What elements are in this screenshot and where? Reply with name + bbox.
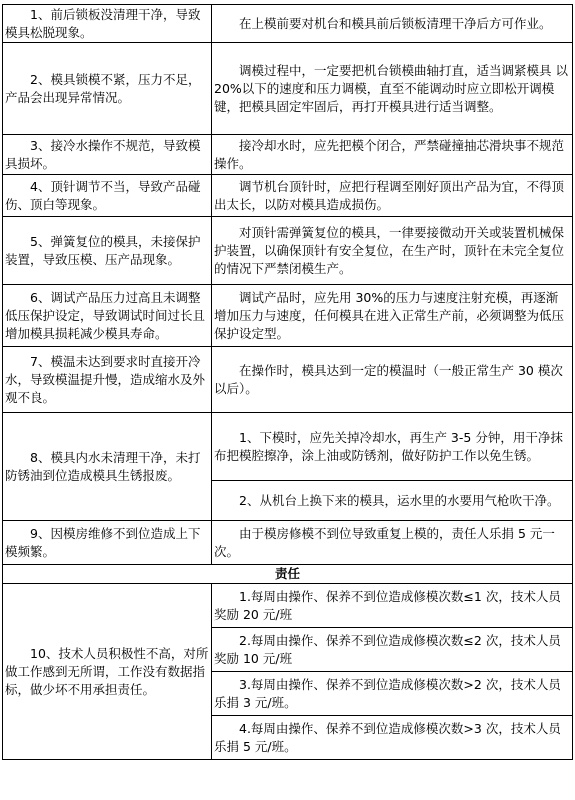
measure-cell: 由于模房修模不到位导致重复上模的，责任人乐捐 5 元一次。: [212, 521, 573, 565]
table-row: [3, 347, 573, 413]
problem-cell: 4、顶针调节不当，导致产品碰伤、顶白等现象。: [3, 175, 212, 217]
table-row: [3, 5, 573, 43]
table-row: [3, 285, 573, 347]
problem-cell: 9、因模房维修不到位造成上下模频繁。: [3, 521, 212, 565]
measure-cell: 1、下模时，应先关掉冷却水，再生产 3-5 分钟，用干净抹布把模腔擦净，涂上油或防锈剂，做好防护工作以免生锈。: [212, 413, 573, 481]
problem-cell: 6、调试产品压力过高且未调整低压保护设定，导致调试时间过长且增加模具损耗减少模具寿命。: [3, 285, 212, 347]
measure-cell: 在操作时，模具达到一定的模温时（一般正常生产 30 模次以后）。: [212, 347, 573, 413]
table-row: [3, 135, 573, 175]
table-row: [3, 175, 573, 217]
table-row: [3, 413, 573, 481]
mold-procedure-table: [2, 4, 573, 760]
problem-cell: 1、前后锁板没清理干净，导致模具松脱现象。: [3, 5, 212, 43]
measure-cell: 2.每周由操作、保养不到位造成修模次数≤2 次，技术人员奖励 10 元/班: [212, 628, 573, 672]
section-title: 责任: [3, 565, 573, 584]
table-row: [3, 43, 573, 135]
measure-cell: 3.每周由操作、保养不到位造成修模次数>2 次，技术人员乐捐 3 元/班。: [212, 672, 573, 716]
measure-cell: 1.每周由操作、保养不到位造成修模次数≤1 次，技术人员奖励 20 元/班: [212, 584, 573, 628]
measure-cell: 接冷却水时，应先把模个闭合，严禁碰撞抽芯滑块事不规范操作。: [212, 135, 573, 175]
problem-cell: 5、弹簧复位的模具，未接保护装置，导致压模、压产品现象。: [3, 217, 212, 285]
problem-cell: 3、接冷水操作不规范，导致模具损坏。: [3, 135, 212, 175]
measure-cell: 调节机台顶针时，应把行程调至刚好顶出产品为宜，不得顶出太长，以防对模具造成损伤。: [212, 175, 573, 217]
measure-cell: 调模过程中，一定要把机台锁模曲轴打直，适当调紧模具 以 20%以下的速度和压力调模，直至不能调动时应立即松开调模键，把模具固定牢固后，再打开模具进行适当调整。: [212, 43, 573, 135]
problem-cell: 7、模温未达到要求时直接开冷水，导致模温提升慢，造成缩水及外观不良。: [3, 347, 212, 413]
problem-cell: 8、模具内水未清理干净，未打防锈油到位造成模具生锈报废。: [3, 413, 212, 521]
table-row: [3, 565, 573, 584]
table-row: [3, 521, 573, 565]
measure-cell: 2、从机台上换下来的模具，运水里的水要用气枪吹干净。: [212, 481, 573, 521]
table-row: [3, 217, 573, 285]
table-row: [3, 584, 573, 628]
measure-cell: 在上模前要对机台和模具前后锁板清理干净后方可作业。: [212, 5, 573, 43]
problem-cell: 2、模具锁模不紧，压力不足，产品会出现异常情况。: [3, 43, 212, 135]
measure-cell: 对顶针需弹簧复位的模具，一律要接微动开关或装置机械保护装置，以确保顶针有安全复位，在生产时，顶针在未完全复位的情况下严禁闭模生产。: [212, 217, 573, 285]
measure-cell: 调试产品时，应先用 30%的压力与速度注射充模，再逐渐增加压力与速度，任何模具在进入正常生产前，必须调整为低压保护设定型。: [212, 285, 573, 347]
problem-cell: 10、技术人员积极性不高，对所做工作感到无所谓，工作没有数据指标，做少坏不用承担责任。: [3, 584, 212, 760]
measure-cell: 4.每周由操作、保养不到位造成修模次数>3 次，技术人员乐捐 5 元/班。: [212, 716, 573, 760]
